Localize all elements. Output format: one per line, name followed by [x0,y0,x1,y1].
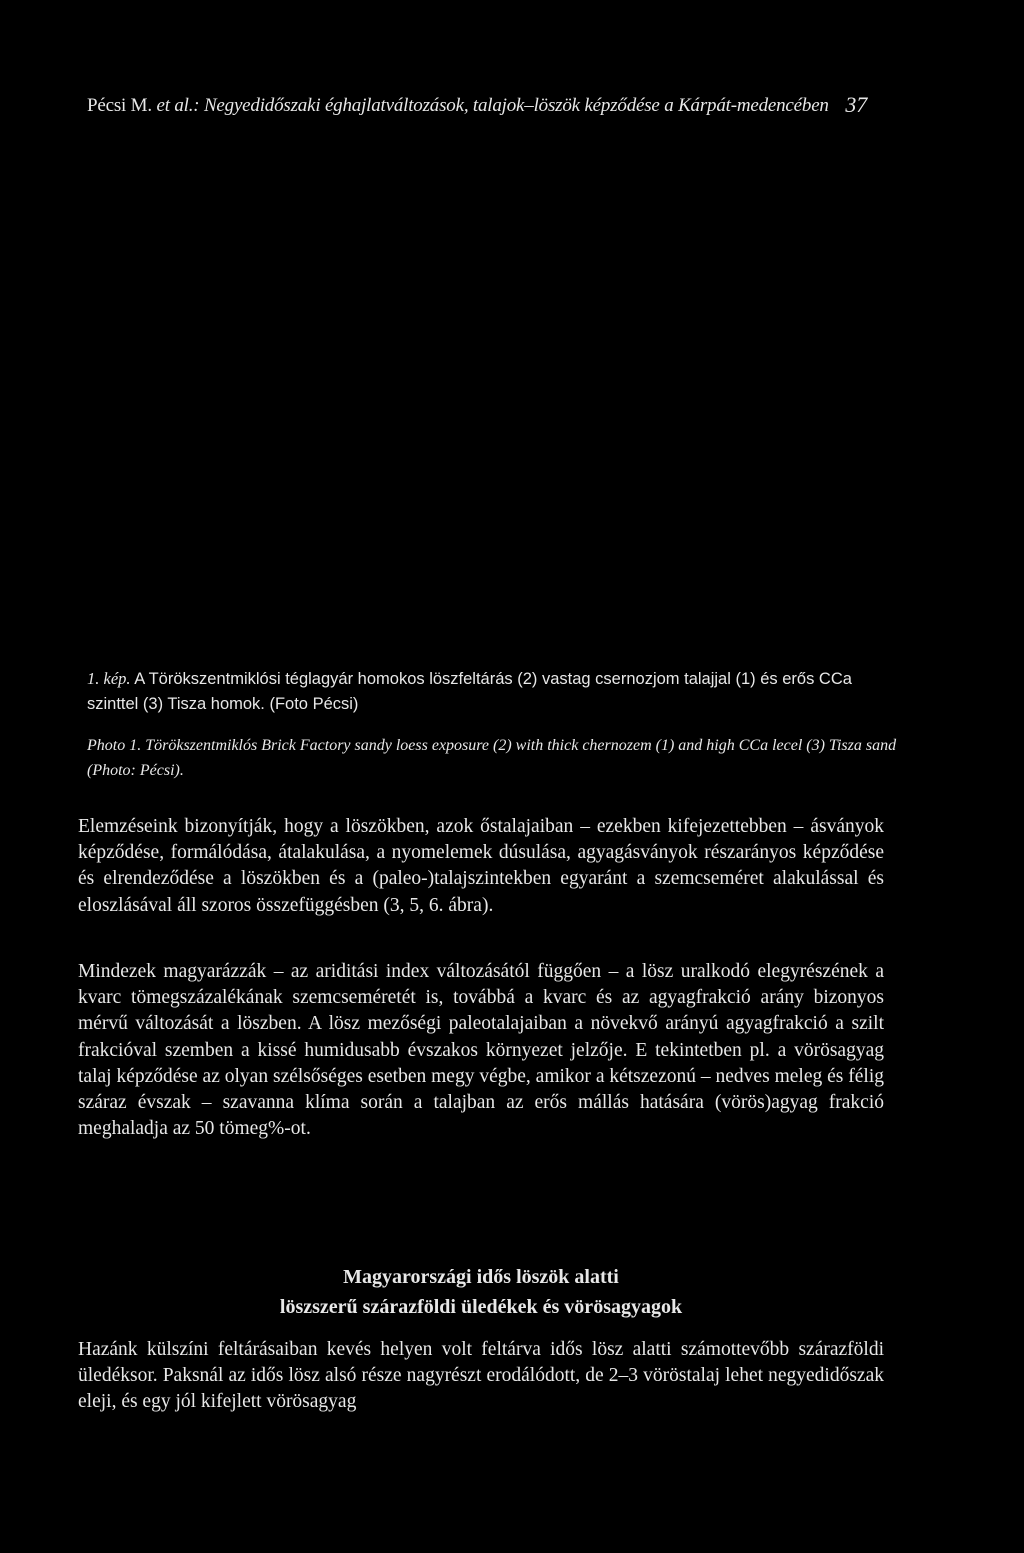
section-heading [78,1262,884,1322]
header-etal: et al. [156,95,194,116]
photo-placeholder [80,140,880,655]
body-paragraph-2: Mindezek magyarázzák – az ariditási index változásától függően – a lösz uralkodó elegyrészének a kvarc tömegszázalékának szemcseméretét is, továbbá a kvarc és az agyagfrakció arány bizonyos mérvű változását a löszben. A lösz mezőségi paleotalajaiban a növekvő arányú agyagfrakció a szilt frakcióval szemben a kissé humidusabb évszakos környezet jelzője. E tekintetben pl. a vörösagyag talaj képződése az olyan szélsőséges esetben megy végbe, amikor a kétszezonú – nedves meleg és félig száraz évszak – szavanna klíma során a talajban az erős mállás hatására (vörös)agyag frakció meghaladja az 50 tömeg%-ot. [78,961,884,1140]
header-title: : Negyedidőszaki éghajlatváltozások, talajok–löszök képződése a Kárpát-medencében [193,95,829,116]
running-header [87,92,877,117]
page-number: 37 [845,92,867,117]
photo-caption-english: Photo 1. Törökszentmiklós Brick Factory sandy loess exposure (2) with thick chernozem (1) and high CCa lecel (3) Tisza sand (Photo: Pécsi). [87,737,897,779]
photo-caption-hungarian [87,666,897,717]
caption-hu-text: A Törökszentmiklósi téglagyár homokos löszfeltárás (2) vastag csernozjom talajjal (1) és erős CCa szinttel (3) Tisza homok. (Foto Pécsi) [87,670,852,713]
body-paragraph-3: Hazánk külszíni feltárásaiban kevés helyen volt feltárva idős lösz alatti számottevőbb szárazföldi üledéksor. Paksnál az idős lösz alsó része nagyrészt erodálódott, de 2–3 vöröstalaj lehet negyedidőszak eleji, és egy jól kifejlett vörösagyag [78,1339,884,1413]
header-authors: Pécsi M. et al. [87,95,194,116]
section-heading-line-2: löszszerű szárazföldi üledékek és vörösagyagok [279,1296,683,1318]
caption-label: 1. kép. [87,669,131,688]
body-paragraph-1: Elemzéseink bizonyítják, hogy a löszökben, azok őstalajaiban – ezekben kifejezettebben – ásványok képződése, formálódása, átalakulása, a nyomelemek dúsulása, agyagásványok részarányos képződése és elrendeződése a löszökben és a (paleo-)talajszintekben egyaránt a szemcseméret alakulással és eloszlásával áll szoros összefüggésben (3, 5, 6. ábra). [78,816,884,916]
section-heading-line-1: Magyarországi idős löszök alatti [343,1266,619,1288]
